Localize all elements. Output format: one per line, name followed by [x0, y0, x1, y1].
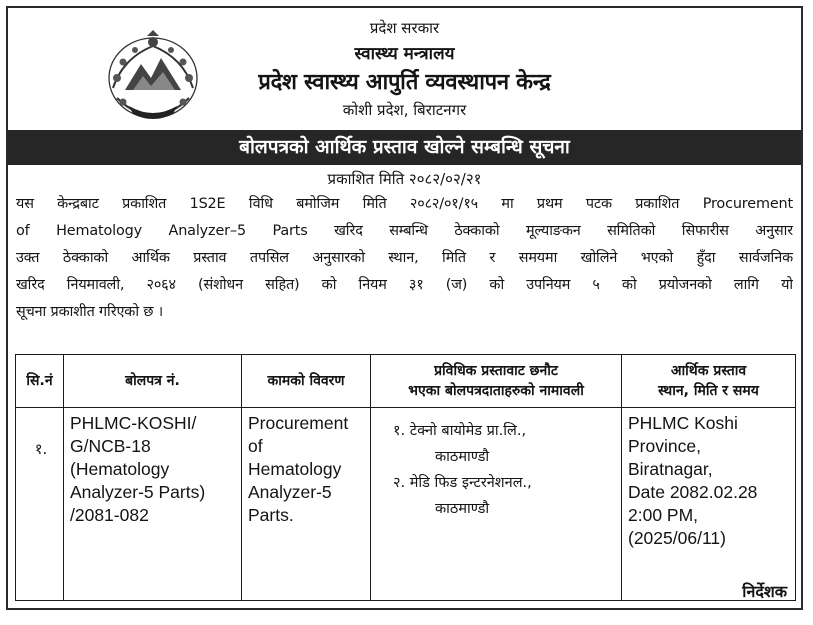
bid-number-line: Analyzer-5 Parts): [70, 482, 206, 502]
published-date: प्रकाशित मिति २०८२/०२/२१: [327, 170, 482, 188]
paragraph-line: खरिद नियमावली, २०६४ (संशोधन सहित) को नियम ३१ (ज) को उपनियम ५ को प्रयोजनको लागि यो: [16, 277, 793, 293]
notice-title: बोलपत्रको आर्थिक प्रस्ताव खोल्ने सम्बन्धि सूचना: [8, 130, 801, 165]
header-line-ministry: स्वास्थ्य मन्त्रालय: [354, 44, 455, 64]
opening-line: Date 2082.02.28: [628, 482, 758, 502]
bid-number-line: /2081-082: [70, 505, 149, 525]
header-line-address: कोशी प्रदेश, बिराटनगर: [342, 101, 467, 119]
opening-line: PHLMC Koshi: [628, 413, 738, 433]
bidder-line: काठमाण्डौ: [435, 449, 490, 465]
bidder-line: काठमाण्डौ: [435, 501, 490, 517]
paragraph-line: उक्त ठेक्काको आर्थिक प्रस्ताव तपसिल अनुसारको स्थान, मिति र समयमा खोलिने भएको हुँदा सार्वजनिक: [16, 250, 793, 266]
header-work-description: कामको विवरण: [242, 355, 371, 408]
bidder-line: २. मेडि फिड इन्टरनेशनल.,: [393, 475, 532, 491]
cell-sn: १.: [16, 408, 64, 601]
paragraph-line: सूचना प्रकाशीत गरिएको छ ।: [16, 304, 164, 320]
bid-opening-table: [15, 354, 796, 601]
opening-line: (2025/06/11): [628, 528, 726, 548]
header-bidders-line: प्रविधिक प्रस्तावाट छनौट: [434, 363, 558, 379]
opening-line: Province,: [628, 436, 701, 456]
header-bidders-line: भएका बोलपत्रदाताहरुको नामावली: [408, 383, 584, 399]
work-line: of: [248, 436, 263, 456]
header-line-center-name: प्रदेश स्वास्थ्य आपुर्ति व्यवस्थापन केन्द्र: [258, 70, 551, 95]
header-opening: [622, 355, 796, 408]
header-sn: सि.नं: [16, 355, 64, 408]
notice-page: [6, 6, 803, 610]
paragraph-line: of Hematology Analyzer–5 Parts खरिद सम्बन्धि ठेक्काको मूल्याङकन समितिको सिफारीस अनुसार: [16, 223, 793, 239]
work-line: Analyzer-5: [248, 482, 332, 502]
paragraph-line: यस केन्द्रबाट प्रकाशित 1S2E विधि बमोजिम मिति २०८२/०१/१५ मा प्रथम पटक प्रकाशित Procurement: [16, 196, 793, 212]
cell-work-description: [242, 408, 371, 601]
notice-paragraph: [16, 191, 793, 326]
letterhead: [8, 8, 801, 130]
work-line: Parts.: [248, 505, 294, 525]
cell-bidders: [371, 408, 622, 601]
signature-director: निर्देशक: [742, 582, 787, 601]
bid-number-line: (Hematology: [70, 459, 170, 479]
work-line: Procurement: [248, 413, 349, 433]
cell-opening: [622, 408, 796, 601]
table-header-row: [16, 355, 796, 408]
work-line: Hematology: [248, 459, 342, 479]
cell-bid-number: [64, 408, 242, 601]
header-line-province-government: प्रदेश सरकार: [369, 19, 440, 37]
opening-line: 2:00 PM,: [628, 505, 699, 525]
table-row: [16, 408, 796, 601]
bid-number-line: G/NCB-18: [70, 436, 151, 456]
bidder-line: १. टेक्नो बायोमेड प्रा.लि.,: [393, 423, 527, 439]
header-bid-number: बोलपत्र नं.: [64, 355, 242, 408]
opening-line: Biratnagar,: [628, 459, 713, 479]
header-opening-line: आर्थिक प्रस्ताव: [670, 363, 747, 379]
header-bidders: [371, 355, 622, 408]
header-opening-line: स्थान, मिति र समय: [658, 383, 759, 399]
bid-number-line: PHLMC-KOSHI/: [70, 413, 197, 433]
